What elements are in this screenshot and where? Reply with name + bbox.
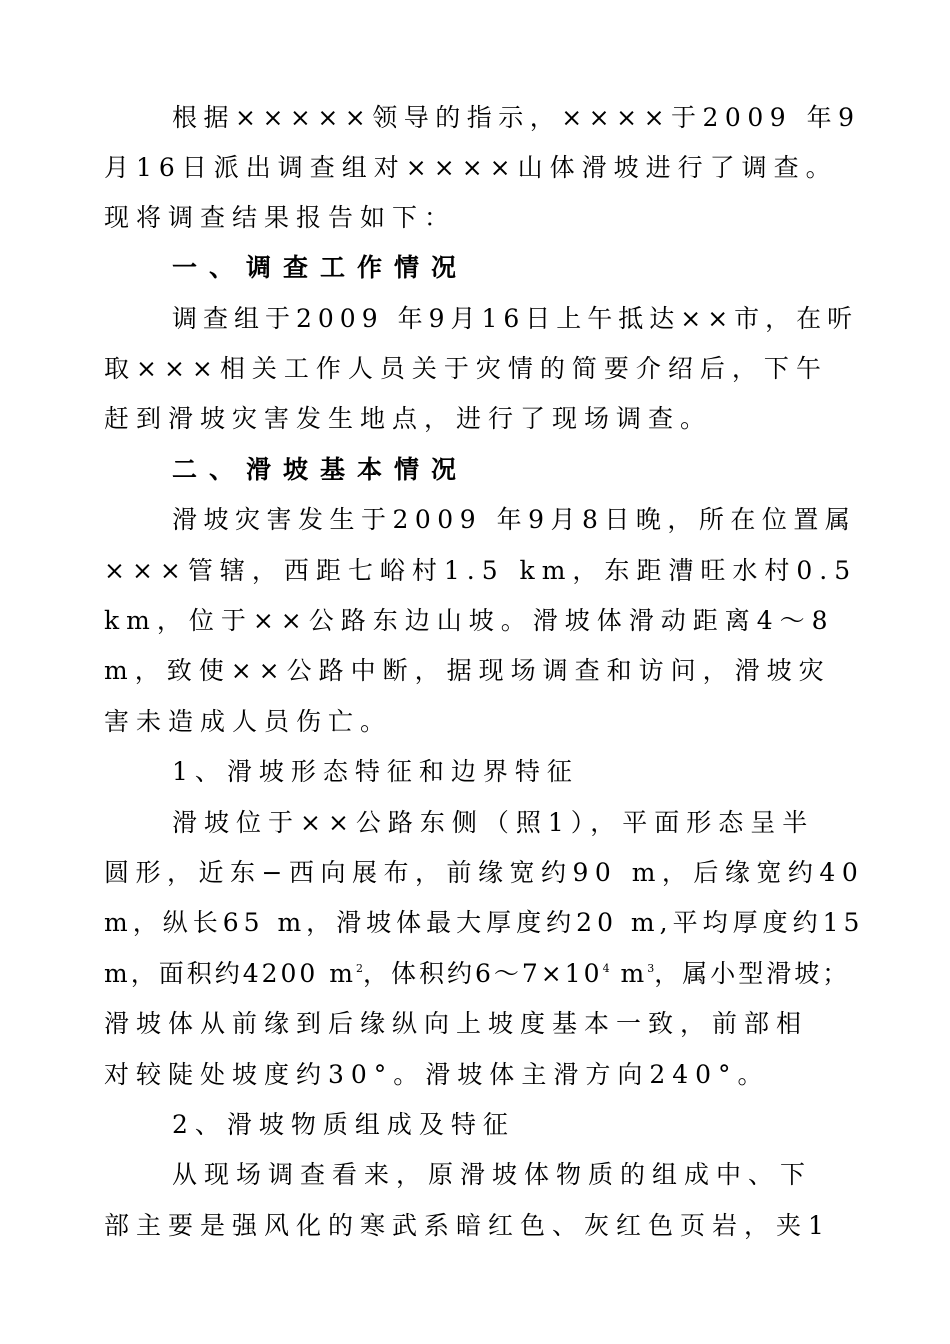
paragraph-line: m，纵长65 m，滑坡体最大厚度约20 m,平均厚度约15 [104,908,865,937]
paragraph-line: 害未造成人员伤亡。 [104,707,393,736]
text-span: m [609,959,648,988]
paragraph-line: 圆形，近东−西向展布，前缘宽约90 m，后缘宽约40 [104,858,865,887]
paragraph-line: 调查组于2009 年9月16日上午抵达××市，在听 [172,304,859,333]
text-span: m，面积约4200 m [104,959,356,988]
paragraph-line: 部主要是强风化的寒武系暗红色、灰红色页岩，夹1 [104,1211,831,1240]
paragraph-line [104,954,864,994]
paragraph-line: 从现场调查看来，原滑坡体物质的组成中、下 [172,1160,813,1189]
superscript: 3 [647,962,655,975]
paragraph-line: 滑坡体从前缘到后缘纵向上坡度基本一致，前部相 [104,1009,809,1038]
superscript: 2 [355,962,363,975]
paragraph-line: ×××管辖，西距七峪村1.5 km，东距漕旺水村0.5 [104,556,858,585]
paragraph-line: km，位于××公路东边山坡。滑坡体滑动距离4～8 [104,606,835,635]
text-span: ，体积约6～7×10 [362,959,603,988]
paragraph-line: 滑坡灾害发生于2009 年9月8日晚，所在位置属 [172,505,857,534]
paragraph-line: 现将调查结果报告如下： [104,203,457,232]
superscript: 4 [602,962,610,975]
paragraph-line: 根据×××××领导的指示，××××于2009 年9 [172,103,861,132]
paragraph-line: m，致使××公路中断，据现场调查和访问，滑坡灾 [104,656,831,685]
paragraph-line: 对较陡处坡度约30°。滑坡体主滑方向240°。 [104,1060,770,1089]
subsection-heading-2: 2、滑坡物质组成及特征 [172,1110,515,1139]
paragraph-line: 月16日派出调查组对××××山体滑坡进行了调查。 [104,153,838,182]
section-heading-1: 一、调查工作情况 [172,253,469,282]
text-span: ，属小型滑坡； [654,959,851,988]
paragraph-line: 赶到滑坡灾害发生地点，进行了现场调查。 [104,404,713,433]
paragraph-line: 滑坡位于××公路东侧（照1），平面形态呈半 [172,808,815,837]
subsection-heading-1: 1、滑坡形态特征和边界特征 [172,757,579,786]
section-heading-2: 二、滑坡基本情况 [172,455,469,484]
paragraph-line: 取×××相关工作人员关于灾情的简要介绍后，下午 [104,354,828,383]
